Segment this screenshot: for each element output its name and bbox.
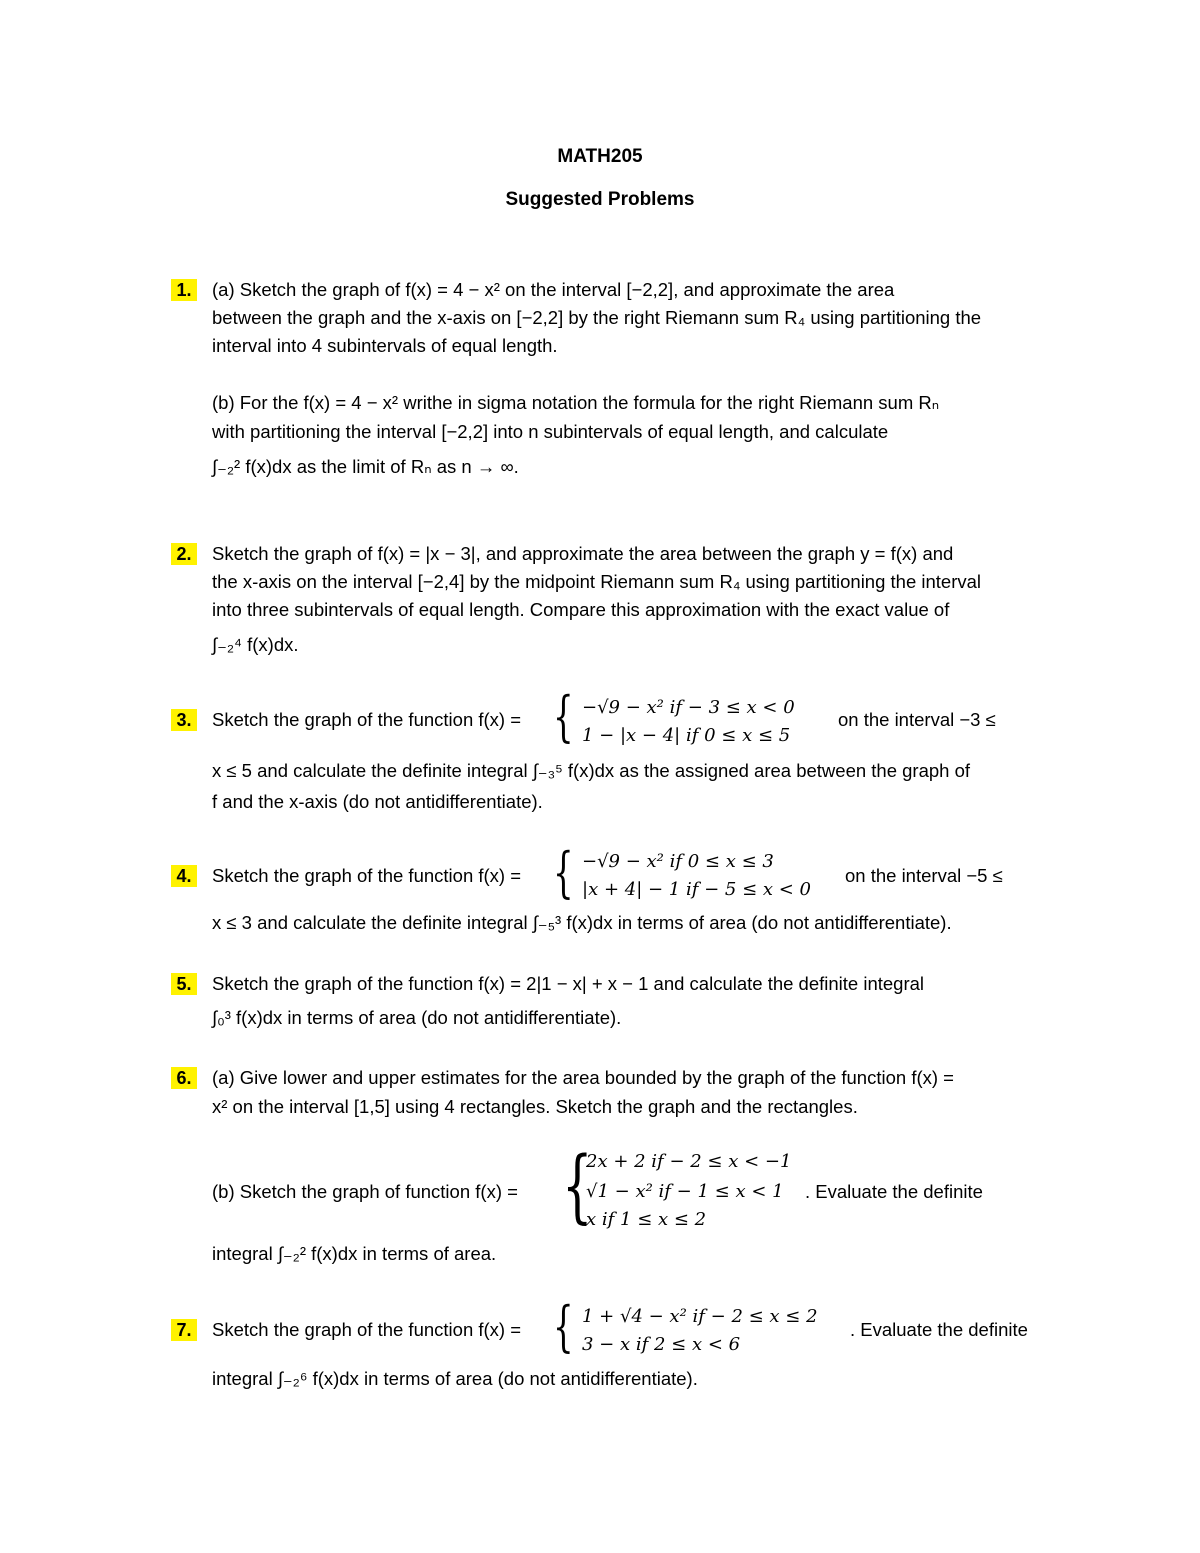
piecewise-case: 1 − |x − 4| if 0 ≤ x ≤ 5 — [582, 725, 791, 746]
problem-line: between the graph and the x-axis on [−2,2] by the right Riemann sum R₄ using partitioning the — [212, 307, 982, 328]
problem-line: x² on the interval [1,5] using 4 rectangles. Sketch the graph and the rectangles. — [212, 1096, 858, 1117]
left-brace: { — [553, 1295, 574, 1358]
left-brace: { — [553, 841, 574, 904]
problem-suffix: on the interval −3 ≤ — [838, 709, 996, 730]
problem-prefix: (b) Sketch the graph of function f(x) = — [212, 1181, 518, 1202]
left-brace: { — [562, 1139, 593, 1232]
piecewise-case: 3 − x if 2 ≤ x < 6 — [582, 1334, 741, 1355]
problem-line: Sketch the graph of the function f(x) = 2|1 − x| + x − 1 and calculate the definite integral — [212, 973, 925, 994]
piecewise-case: √1 − x² if − 1 ≤ x < 1 — [586, 1181, 784, 1202]
problem-line: (b) For the f(x) = 4 − x² writhe in sigma notation the formula for the right Riemann sum Rₙ — [212, 392, 940, 413]
problem-number: 4. — [171, 865, 197, 887]
piecewise-case: −√9 − x² if 0 ≤ x ≤ 3 — [582, 851, 774, 872]
problem-line: ∫₀³ f(x)dx in terms of area (do not antidifferentiate). — [212, 1007, 622, 1028]
problem-prefix: Sketch the graph of the function f(x) = — [212, 1319, 522, 1340]
problem-number: 6. — [171, 1067, 197, 1089]
problem-line: (a) Give lower and upper estimates for the area bounded by the graph of the function f(x) = — [212, 1067, 954, 1088]
problem-line: f and the x-axis (do not antidifferentiate). — [212, 791, 543, 812]
piecewise-case: x if 1 ≤ x ≤ 2 — [586, 1209, 707, 1230]
problem-line: integral ∫₋₂⁶ f(x)dx in terms of area (do not antidifferentiate). — [212, 1368, 698, 1389]
problem-number: 3. — [171, 709, 197, 731]
problem-line: into three subintervals of equal length. Compare this approximation with the exact value of — [212, 599, 950, 620]
piecewise-case: 2x + 2 if − 2 ≤ x < −1 — [586, 1151, 792, 1172]
problem-number: 5. — [171, 973, 197, 995]
problem-suffix: . Evaluate the definite — [805, 1181, 983, 1202]
problem-line: interval into 4 subintervals of equal length. — [212, 335, 558, 356]
piecewise-case: −√9 − x² if − 3 ≤ x < 0 — [582, 697, 795, 718]
left-brace: { — [553, 685, 574, 748]
problem-line: x ≤ 3 and calculate the definite integral ∫₋₅³ f(x)dx in terms of area (do not antidifferentiate). — [212, 912, 952, 933]
problem-suffix: on the interval −5 ≤ — [845, 865, 1003, 886]
problem-number: 7. — [171, 1319, 197, 1341]
piecewise-case: |x + 4| − 1 if − 5 ≤ x < 0 — [582, 879, 812, 900]
course-title: MATH205 — [557, 146, 643, 167]
problem-prefix: Sketch the graph of the function f(x) = — [212, 709, 522, 730]
problem-number: 1. — [171, 279, 197, 301]
problem-line: with partitioning the interval [−2,2] into n subintervals of equal length, and calculate — [212, 421, 889, 442]
problem-number: 2. — [171, 543, 197, 565]
problem-line: x ≤ 5 and calculate the definite integral ∫₋₃⁵ f(x)dx as the assigned area between the graph of — [212, 760, 971, 781]
problem-line: Sketch the graph of f(x) = |x − 3|, and approximate the area between the graph y = f(x) and — [212, 543, 954, 564]
problem-line: ∫₋₂⁴ f(x)dx. — [212, 634, 299, 655]
piecewise-case: 1 + √4 − x² if − 2 ≤ x ≤ 2 — [582, 1306, 818, 1327]
problem-line: integral ∫₋₂² f(x)dx in terms of area. — [212, 1243, 497, 1264]
problem-line: (a) Sketch the graph of f(x) = 4 − x² on the interval [−2,2], and approximate the area — [212, 279, 895, 300]
problem-prefix: Sketch the graph of the function f(x) = — [212, 865, 522, 886]
page-subtitle: Suggested Problems — [505, 189, 695, 210]
problem-line: the x-axis on the interval [−2,4] by the midpoint Riemann sum R₄ using partitioning the interval — [212, 571, 982, 592]
problem-line: ∫₋₂² f(x)dx as the limit of Rₙ as n → ∞. — [212, 456, 519, 477]
problem-suffix: . Evaluate the definite — [850, 1319, 1028, 1340]
